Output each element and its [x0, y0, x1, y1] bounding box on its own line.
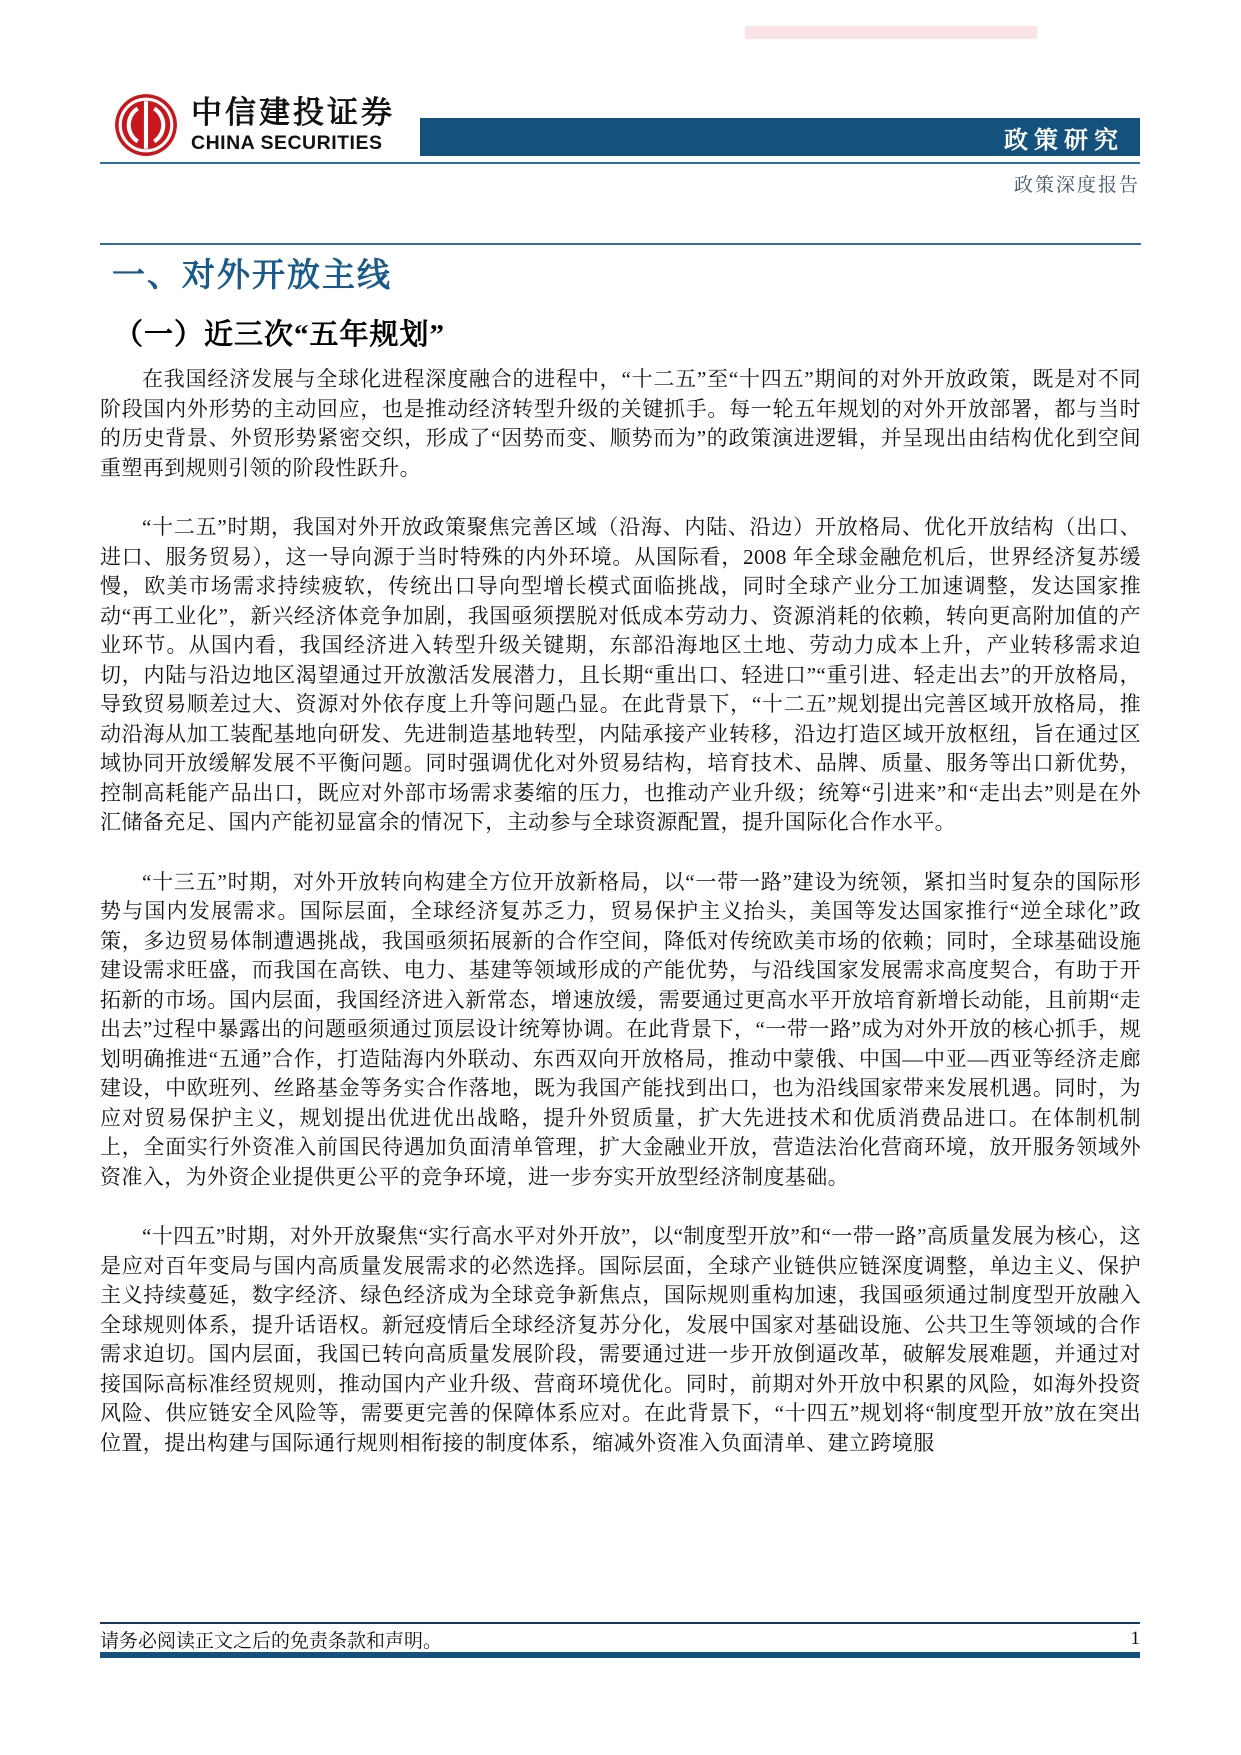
watermark-strip	[745, 26, 1037, 39]
header-divider	[100, 162, 1140, 164]
subsection-title: （一）近三次“五年规划”	[114, 319, 446, 351]
citic-logo-icon	[113, 92, 179, 158]
logo-text	[191, 94, 395, 154]
logo-name-cn: 中信建投证券	[191, 94, 395, 130]
footer-bar	[100, 1652, 1140, 1658]
paragraph-3: “十三五”时期，对外开放转向构建全方位开放新格局，以“一带一路”建设为统领，紧扣当时复杂的国际形势与国内发展需求。国际层面，全球经济复苏乏力，贸易保护主义抬头，美国等发达国家推行“逆全球化”政策，多边贸易体制遭遇挑战，我国亟须拓展新的合作空间，降低对传统欧美市场的依赖；同时，全球基础设施建设需求旺盛，而我国在高铁、电力、基建等领域形成的产能优势，与沿线国家发展需求高度契合，有助于开拓新的市场。国内层面，我国经济进入新常态，增速放缓，需要通过更高水平开放培育新增长动能，且前期“走出去”过程中暴露出的问题亟须通过顶层设计统筹协调。在此背景下，“一带一路”成为对外开放的核心抓手，规划明确推进“五通”合作，打造陆海内外联动、东西双向开放格局，推动中蒙俄、中国—中亚—西亚等经济走廊建设，中欧班列、丝路基金等务实合作落地，既为我国产能找到出口，也为沿线国家带来发展机遇。同时，为应对贸易保护主义，规划提出优进优出战略，提升外贸质量，扩大先进技术和优质消费品进口。在体制机制上，全面实行外资准入前国民待遇加负面清单管理，扩大金融业开放，营造法治化营商环境，放开服务领域外资准入，为外资企业提供更公平的竞争环境，进一步夯实开放型经济制度基础。	[100, 869, 1141, 1189]
report-body	[100, 243, 1141, 1488]
category-banner	[420, 118, 1140, 156]
report-type-label: 政策深度报告	[1013, 175, 1140, 196]
section-divider	[100, 243, 1141, 245]
body-text	[100, 365, 1141, 1458]
paragraph-2: “十二五”时期，我国对外开放政策聚焦完善区域（沿海、内陆、沿边）开放格局、优化开放结构（出口、进口、服务贸易），这一导向源于当时特殊的内外环境。从国际看，2008 年全球金融危机后，世界经济复苏缓慢，欧美市场需求持续疲软，传统出口导向型增长模式面临挑战，同时全球产业分工加速调整，发达国家推动“再工业化”，新兴经济体竞争加剧，我国亟须摆脱对低成本劳动力、资源消耗的依赖，转向更高附加值的产业环节。从国内看，我国经济进入转型升级关键期，东部沿海地区土地、劳动力成本上升，产业转移需求迫切，内陆与沿边地区渴望通过开放激活发展潜力，且长期“重出口、轻进口”“重引进、轻走出去”的开放格局，导致贸易顺差过大、资源对外依存度上升等问题凸显。在此背景下，“十二五”规划提出完善区域开放格局，推动沿海从加工装配基地向研发、先进制造基地转型，内陆承接产业转移，沿边打造区域开放枢纽，旨在通过区域协同开放缓解发展不平衡问题。同时强调优化对外贸易结构，培育技术、品牌、质量、服务等出口新优势，控制高耗能产品出口，既应对外部市场需求萎缩的压力，也推动产业升级；统筹“引进来”和“走出去”则是在外汇储备充足、国内产能初显富余的情况下，主动参与全球资源配置，提升国际化合作水平。	[100, 515, 1141, 834]
page-number: 1	[1130, 1628, 1140, 1649]
footer-divider	[100, 1622, 1140, 1624]
logo-name-en: CHINA SECURITIES	[191, 131, 383, 154]
footer-disclaimer: 请务必阅读正文之后的免责条款和声明。	[100, 1630, 443, 1652]
paragraph-4: “十四五”时期，对外开放聚焦“实行高水平对外开放”，以“制度型开放”和“一带一路”高质量发展为核心，这是应对百年变局与国内高质量发展需求的必然选择。国际层面，全球产业链供应链深度调整，单边主义、保护主义持续蔓延，数字经济、绿色经济成为全球竞争新焦点，国际规则重构加速，我国亟须通过制度型开放融入全球规则体系，提升话语权。新冠疫情后全球经济复苏分化，发展中国家对基础设施、公共卫生等领域的合作需求迫切。国内层面，我国已转向高质量发展阶段，需要通过进一步开放倒逼改革，破解发展难题，并通过对接国际高标准经贸规则，推动国内产业升级、营商环境优化。同时，前期对外开放中积累的风险，如海外投资风险、供应链安全风险等，需要更完善的保障体系应对。在此背景下，“十四五”规划将“制度型开放”放在突出位置，提出构建与国际通行规则相衔接的制度体系，缩减外资准入负面清单、建立跨境服	[100, 1224, 1141, 1455]
company-logo	[113, 92, 395, 158]
footer	[100, 1628, 1140, 1650]
section-title: 一、对外开放主线	[112, 256, 392, 293]
paragraph-1: 在我国经济发展与全球化进程深度融合的进程中，“十二五”至“十四五”期间的对外开放政策，既是对不同阶段国内外形势的主动回应，也是推动经济转型升级的关键抓手。每一轮五年规划的对外开放部署，都与当时的历史背景、外贸形势紧密交织，形成了“因势而变、顺势而为”的政策演进逻辑，并呈现出由结构优化到空间重塑再到规则引领的阶段性跃升。	[100, 367, 1141, 480]
category-banner-label: 政策研究	[1004, 126, 1124, 154]
